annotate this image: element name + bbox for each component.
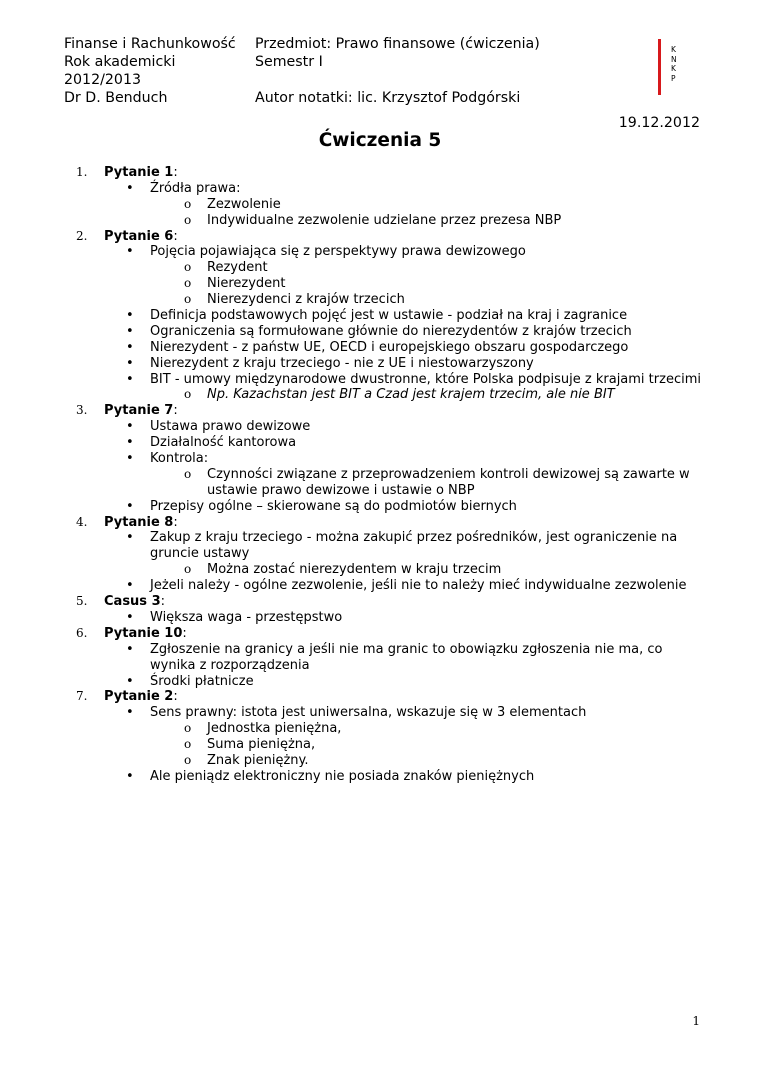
bullet-marker: o — [184, 737, 192, 752]
logo-accent-bar — [658, 39, 661, 95]
bullet-marker: • — [126, 180, 134, 196]
bullet-item — [0, 546, 760, 562]
numbered-item — [0, 229, 760, 245]
item-text: Zgłoszenie na granicy a jeśli nie ma granic to obowiązku zgłoszenia nie ma, co — [150, 641, 663, 657]
bullet-item — [0, 451, 760, 467]
sub-bullet-item — [0, 753, 760, 769]
item-heading: Pytanie 6 — [104, 228, 174, 244]
item-heading: Pytanie 8 — [104, 514, 174, 530]
item-text — [104, 165, 178, 181]
item-text: Rezydent — [207, 260, 268, 276]
item-text: Definicja podstawowych pojęć jest w ustawie - podział na kraj i zagranice — [150, 308, 628, 324]
bullet-marker: • — [126, 419, 134, 435]
item-text: Działalność kantorowa — [150, 435, 297, 451]
item-text: wynika z rozporządzenia — [150, 657, 310, 673]
bullet-marker: • — [126, 339, 134, 355]
item-text: Jeżeli należy - ogólne zezwolenie, jeśli nie to należy mieć indywidualne zezwolenie — [150, 578, 687, 594]
logo-letter: K — [671, 45, 677, 54]
item-text: Pojęcia pojawiająca się z perspektywy prawa dewizowego — [150, 244, 526, 260]
list-number: 1. — [76, 165, 88, 179]
bullet-item — [0, 244, 760, 260]
logo-letter: K — [671, 64, 677, 74]
header-field-year-label: Rok akademicki — [64, 54, 176, 70]
bullet-marker: • — [126, 641, 134, 657]
item-heading: Casus 3 — [104, 594, 161, 610]
list-number: 4. — [76, 514, 88, 529]
sub-bullet-item — [0, 387, 760, 403]
item-heading-suffix: : — [173, 228, 178, 244]
bullet-item — [0, 610, 760, 626]
sub-bullet-item — [0, 483, 760, 499]
numbered-item — [0, 403, 760, 419]
item-text: Nierezydent - z państw UE, OECD i europejskiego obszaru gospodarczego — [150, 339, 629, 355]
item-text: Czynności związane z przeprowadzeniem kontroli dewizowej są zawarte w — [207, 466, 690, 482]
header-field-lecturer: Dr D. Benduch — [64, 90, 168, 106]
bullet-item — [0, 308, 760, 324]
header-middle — [255, 35, 645, 107]
header-left — [64, 35, 249, 107]
logo-letter: N — [671, 54, 678, 64]
numbered-item — [0, 594, 760, 610]
bullet-item — [0, 530, 760, 546]
header-field-spacer — [255, 71, 645, 89]
bullet-item — [0, 356, 760, 372]
bullet-marker: • — [126, 705, 134, 721]
list-number: 3. — [76, 403, 88, 418]
bullet-marker: o — [184, 196, 192, 211]
sub-bullet-item — [0, 292, 760, 308]
item-heading-suffix: : — [173, 403, 178, 419]
item-text — [104, 515, 178, 531]
page-number: 1 — [692, 1014, 700, 1028]
bullet-marker: o — [184, 276, 192, 291]
bullet-item — [0, 340, 760, 356]
item-heading-suffix: : — [173, 514, 178, 530]
list-number: 6. — [76, 625, 88, 640]
numbered-item — [0, 165, 760, 181]
header-field-program: Finanse i Rachunkowość — [64, 36, 236, 52]
numbered-item — [0, 515, 760, 531]
bullet-marker: o — [184, 260, 192, 275]
page-title: Ćwiczenia 5 — [318, 130, 442, 151]
header-field-author: Autor notatki: lic. Krzysztof Podgórski — [255, 90, 521, 106]
item-text: Nierezydent z kraju trzeciego - nie z UE i niestowarzyszony — [150, 355, 534, 371]
item-heading-suffix: : — [182, 625, 187, 641]
item-text: BIT - umowy międzynarodowe dwustronne, które Polska podpisuje z krajami trzecimi — [150, 371, 701, 387]
item-text: Nierezydent — [207, 276, 286, 292]
sub-bullet-item — [0, 276, 760, 292]
header-field-semester: Semestr I — [255, 54, 323, 70]
item-text: Ale pieniądz elektroniczny nie posiada znaków pieniężnych — [150, 768, 535, 784]
document-date: 19.12.2012 — [618, 115, 700, 131]
bullet-marker: • — [126, 768, 134, 784]
item-text: Jednostka pieniężna, — [207, 721, 342, 737]
item-heading: Pytanie 2 — [104, 689, 174, 705]
sub-bullet-item — [0, 721, 760, 737]
logo-letter: P — [671, 73, 677, 83]
bullet-marker: • — [126, 673, 134, 689]
bullet-marker: • — [126, 451, 134, 467]
bullet-item — [0, 499, 760, 515]
sub-bullet-item — [0, 467, 760, 483]
item-heading-suffix: : — [173, 689, 178, 705]
bullet-item — [0, 769, 760, 785]
item-text: Zakup z kraju trzeciego - można zakupić przez pośredników, jest ograniczenie na — [150, 530, 678, 546]
bullet-marker: • — [126, 308, 134, 324]
bullet-marker: • — [126, 498, 134, 514]
knkp-logo — [671, 45, 677, 83]
numbered-item — [0, 689, 760, 705]
item-text — [104, 594, 165, 610]
sub-bullet-item — [0, 213, 760, 229]
sub-bullet-item — [0, 562, 760, 578]
list-number: 2. — [76, 228, 88, 243]
item-text — [104, 689, 178, 705]
bullet-marker: • — [126, 355, 134, 371]
item-heading: Pytanie 10 — [104, 625, 183, 641]
bullet-item — [0, 181, 760, 197]
item-text: Kontrola: — [150, 451, 209, 467]
header-field-subject: Przedmiot: Prawo finansowe (ćwiczenia) — [255, 36, 540, 52]
bullet-marker: • — [126, 244, 134, 260]
bullet-marker: o — [184, 721, 192, 736]
item-text: Sens prawny: istota jest uniwersalna, wskazuje się w 3 elementach — [150, 705, 587, 721]
list-number: 5. — [76, 594, 88, 609]
list-number: 7. — [76, 689, 88, 704]
item-heading-suffix: : — [173, 165, 178, 180]
item-text: Np. Kazachstan jest BIT a Czad jest krajem trzecim, ale nie BIT — [207, 387, 615, 403]
item-text — [104, 229, 178, 245]
item-text: Znak pieniężny. — [207, 752, 309, 768]
item-text: Przepisy ogólne – skierowane są do podmiotów biernych — [150, 498, 517, 514]
sub-bullet-item — [0, 260, 760, 276]
item-text: Ustawa prawo dewizowe — [150, 419, 311, 435]
item-text: Suma pieniężna, — [207, 737, 316, 753]
item-text: Źródła prawa: — [150, 180, 241, 196]
header-field-year: 2012/2013 — [64, 72, 141, 88]
sub-bullet-item — [0, 737, 760, 753]
item-text: Nierezydenci z krajów trzecich — [207, 292, 405, 308]
bullet-item — [0, 578, 760, 594]
bullet-marker: o — [184, 212, 192, 227]
item-text: Indywidualne zezwolenie udzielane przez prezesa NBP — [207, 212, 562, 228]
bullet-marker: • — [126, 578, 134, 594]
item-text: Większa waga - przestępstwo — [150, 609, 343, 625]
sub-bullet-item — [0, 197, 760, 213]
bullet-item — [0, 324, 760, 340]
item-text: gruncie ustawy — [150, 546, 250, 562]
bullet-marker: • — [126, 609, 134, 625]
bullet-item — [0, 674, 760, 690]
item-text — [104, 626, 187, 642]
bullet-marker: o — [184, 466, 192, 481]
bullet-marker: o — [184, 292, 192, 307]
item-heading: Pytanie 7 — [104, 403, 174, 419]
bullet-marker: o — [184, 387, 192, 402]
item-text: ustawie prawo dewizowe i ustawie o NBP — [207, 482, 475, 498]
bullet-marker: o — [184, 752, 192, 767]
bullet-marker: • — [126, 371, 134, 387]
bullet-item — [0, 658, 760, 674]
notes-list — [0, 165, 760, 785]
bullet-item — [0, 419, 760, 435]
bullet-marker: • — [126, 530, 134, 546]
bullet-item — [0, 642, 760, 658]
item-text: Zezwolenie — [207, 196, 281, 212]
item-text: Można zostać nierezydentem w kraju trzecim — [207, 562, 502, 578]
item-heading-suffix: : — [160, 594, 166, 610]
bullet-marker: • — [126, 323, 134, 339]
bullet-item — [0, 705, 760, 721]
bullet-item — [0, 372, 760, 388]
bullet-item — [0, 435, 760, 451]
numbered-item — [0, 626, 760, 642]
item-text: Ograniczenia są formułowane głównie do nierezydentów z krajów trzecich — [150, 323, 632, 339]
item-text: Środki płatnicze — [150, 673, 254, 689]
item-text — [104, 403, 178, 419]
item-heading: Pytanie 1 — [104, 165, 174, 180]
bullet-marker: o — [184, 562, 192, 577]
bullet-marker: • — [126, 435, 134, 451]
